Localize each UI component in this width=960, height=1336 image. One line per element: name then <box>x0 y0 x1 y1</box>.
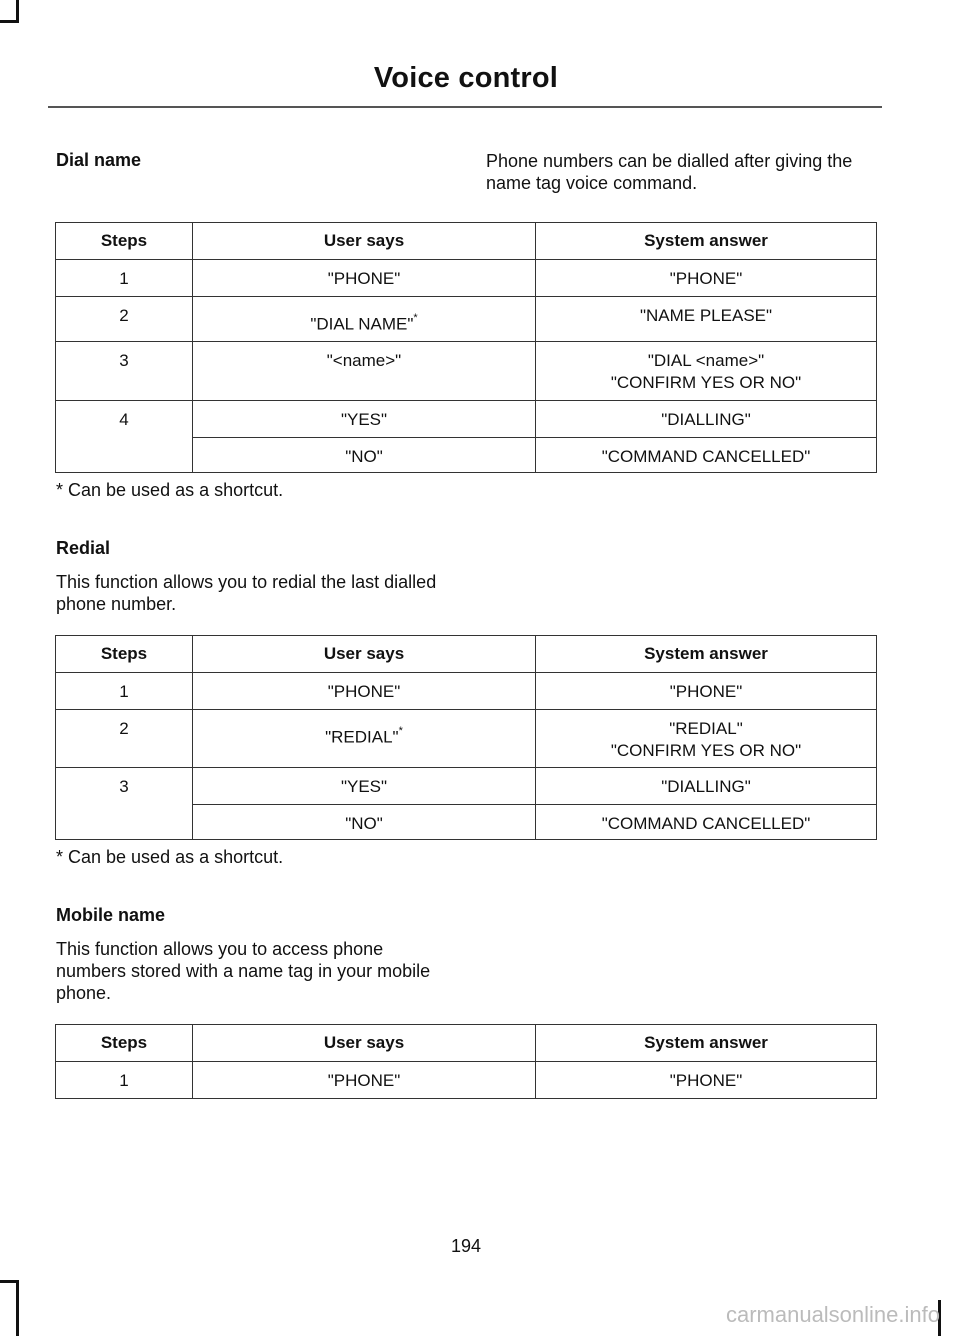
header-system-answer: System answer <box>536 1025 877 1062</box>
user-says-cell: "PHONE" <box>193 1062 536 1099</box>
user-says-cell: "YES" <box>193 768 536 805</box>
step-cell: 2 <box>56 710 193 768</box>
step-cell: 1 <box>56 260 193 297</box>
crop-mark <box>16 0 19 22</box>
step-cell: 3 <box>56 768 193 840</box>
step-cell: 1 <box>56 1062 193 1099</box>
header-system-answer: System answer <box>536 636 877 673</box>
system-answer-cell: "DIALLING" <box>536 401 877 438</box>
footnote: * Can be used as a shortcut. <box>56 480 284 500</box>
table-row <box>56 260 877 297</box>
system-answer-cell: "PHONE" <box>536 260 877 297</box>
page-title: Voice control <box>373 62 559 94</box>
crop-mark <box>16 1280 19 1336</box>
intro-text: Phone numbers can be dialled after giving the name tag voice command. <box>486 151 853 193</box>
user-says-cell: "NO" <box>193 438 536 473</box>
step-cell: 1 <box>56 673 193 710</box>
system-answer-cell: "NAME PLEASE" <box>536 297 877 342</box>
step-cell: 2 <box>56 297 193 342</box>
table-header-row <box>56 1025 877 1062</box>
system-answer-cell: "PHONE" <box>536 673 877 710</box>
watermark: carmanualsonline.info <box>725 1302 940 1327</box>
header-rule <box>48 106 882 108</box>
header-steps: Steps <box>56 1025 193 1062</box>
user-says-cell: "NO" <box>193 805 536 840</box>
footnote-marker: * <box>413 312 418 324</box>
mobile-name-table <box>55 1024 877 1099</box>
user-says-cell <box>193 710 536 768</box>
table-header-row <box>56 223 877 260</box>
header-steps: Steps <box>56 636 193 673</box>
user-says-cell: "<name>" <box>193 342 536 401</box>
section-heading-redial: Redial <box>56 538 111 558</box>
system-answer-cell <box>536 342 877 401</box>
redial-table <box>55 635 877 840</box>
footnote: * Can be used as a shortcut. <box>56 847 284 867</box>
user-says-cell: "PHONE" <box>193 260 536 297</box>
section-heading-mobile-name: Mobile name <box>56 905 166 925</box>
section-heading-dial-name: Dial name <box>56 150 142 170</box>
system-answer-cell: "COMMAND CANCELLED" <box>536 438 877 473</box>
table-row <box>56 710 877 768</box>
user-says-text: "DIAL NAME" <box>310 314 414 334</box>
system-answer-cell: "PHONE" <box>536 1062 877 1099</box>
page-number: 194 <box>450 1236 482 1256</box>
crop-mark <box>0 20 19 23</box>
table-row <box>56 673 877 710</box>
header-steps: Steps <box>56 223 193 260</box>
system-answer-cell: "COMMAND CANCELLED" <box>536 805 877 840</box>
user-says-cell: "YES" <box>193 401 536 438</box>
system-answer-line: "DIAL <name>" <box>647 351 765 370</box>
header-system-answer: System answer <box>536 223 877 260</box>
system-answer-line: "REDIAL" <box>669 719 743 738</box>
table-header-row <box>56 636 877 673</box>
redial-description: This function allows you to redial the last dialled phone number. <box>56 572 437 614</box>
step-cell: 4 <box>56 401 193 473</box>
dial-name-table <box>55 222 877 473</box>
table-row <box>56 1062 877 1099</box>
footnote-marker: * <box>398 725 403 737</box>
mobile-name-description: This function allows you to access phone numbers stored with a name tag in your mobile phone. <box>56 939 431 1003</box>
header-user-says: User says <box>193 223 536 260</box>
system-answer-line: "CONFIRM YES OR NO" <box>610 373 802 392</box>
step-cell: 3 <box>56 342 193 401</box>
table-row <box>56 768 877 805</box>
system-answer-cell: "DIALLING" <box>536 768 877 805</box>
header-user-says: User says <box>193 1025 536 1062</box>
table-row <box>56 342 877 401</box>
header-user-says: User says <box>193 636 536 673</box>
system-answer-line: "CONFIRM YES OR NO" <box>610 741 802 760</box>
system-answer-cell <box>536 710 877 768</box>
user-says-cell: "PHONE" <box>193 673 536 710</box>
table-row <box>56 297 877 342</box>
table-row <box>56 401 877 438</box>
user-says-text: "REDIAL" <box>325 727 399 747</box>
user-says-cell <box>193 297 536 342</box>
